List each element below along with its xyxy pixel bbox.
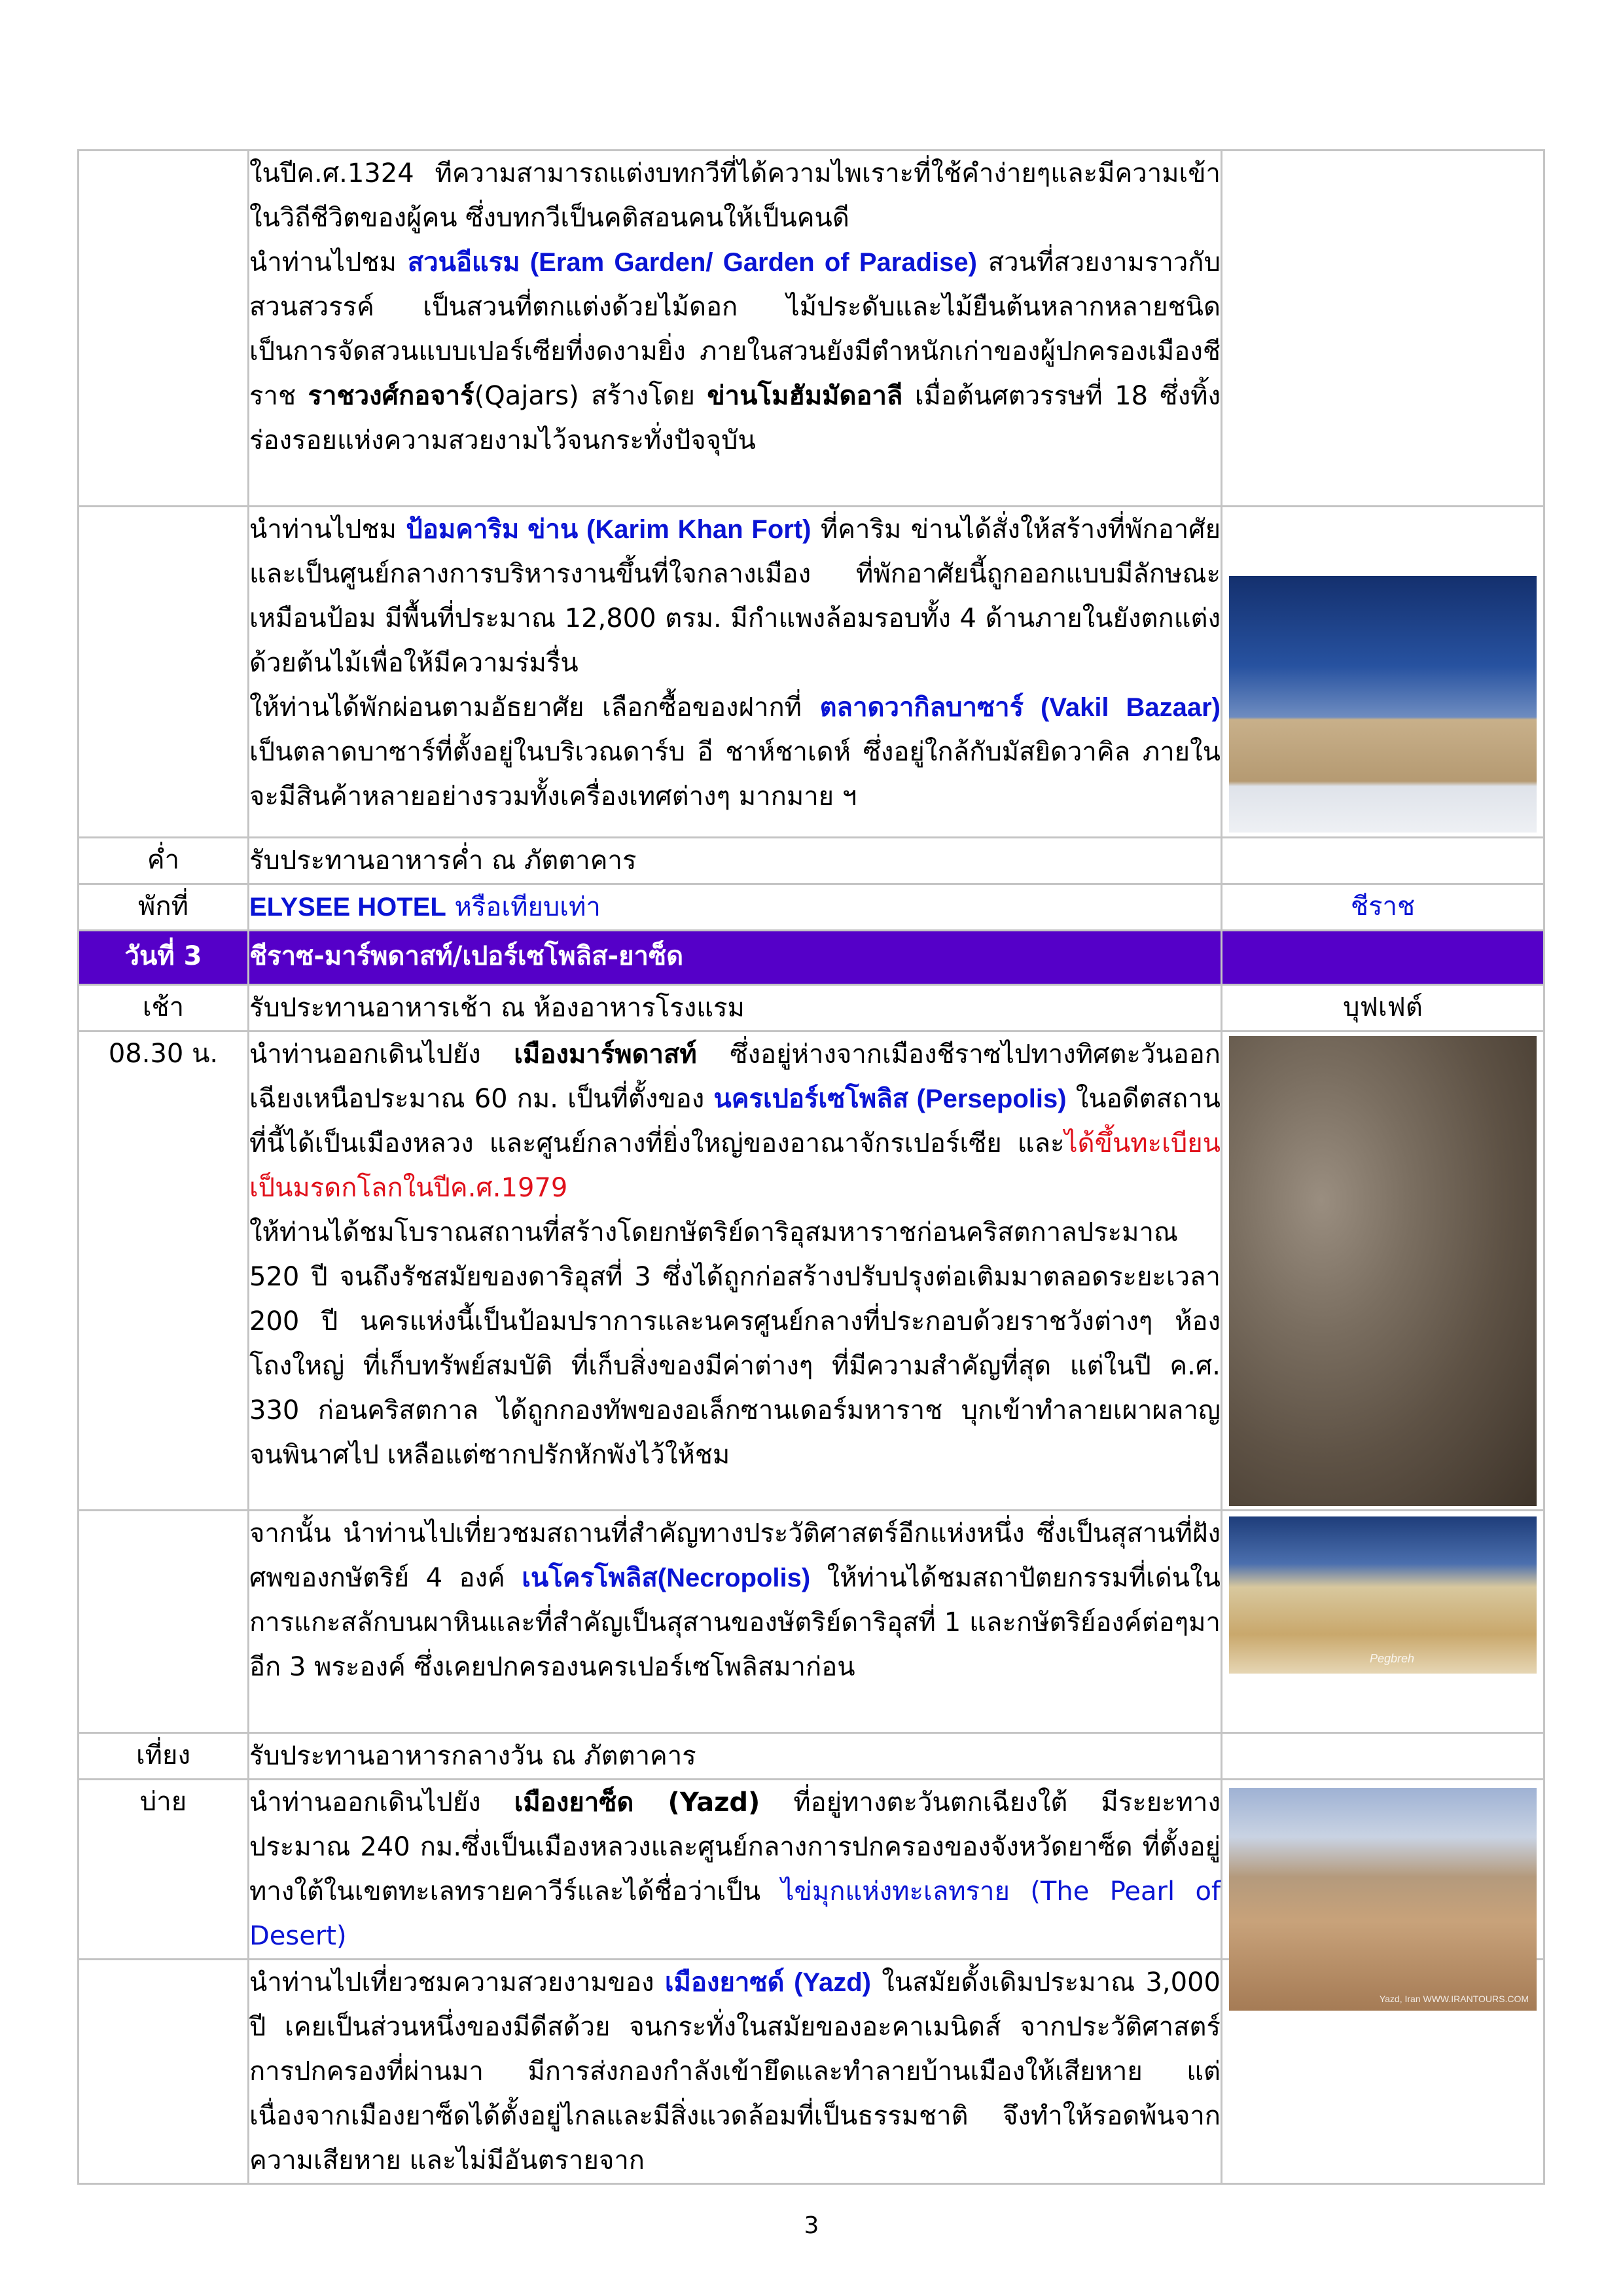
time-cell: บ่าย xyxy=(79,1780,249,1960)
image-cell xyxy=(1222,1780,1544,2004)
description-cell xyxy=(249,1031,1222,1511)
time-cell: พักที่ xyxy=(79,884,249,931)
text-segment: ที่คาริม ข่านได้สั่งให้สร้างที่พักอาศัย และเป็นศูนย์กลางการบริหารงานขึ้นที่ใจกลางเมือง ที่พักอาศัยนี้ถูกออกแบบมีลักษณะเหมือนป้อม มีพื้นที่ประมาณ 12,800 ตรม. มีกำแพงล้อมรอบทั้ง 4 ด้านภายในยังตกแต่งด้วยต้นไม้เพื่อให้มีความร่มรื่น xyxy=(249,514,1221,678)
page-number: 3 xyxy=(804,2212,819,2239)
paragraph xyxy=(249,685,1221,819)
place-name-karim-khan-fort: ป้อมคาริม ข่าน (Karim Khan Fort) xyxy=(406,515,812,544)
day-header-row xyxy=(79,931,1544,985)
person-name: ข่านโมฮัมมัดอาลี xyxy=(707,381,903,411)
world-heritage-note: ได้ขึ้นทะเบียนเป็นมรดกโลกในปีค.ศ.1979 xyxy=(249,1128,1221,1203)
time-cell: เช้า xyxy=(79,985,249,1031)
text-segment: ในสมัยดั้งเดิมประมาณ 3,000 ปี เคยเป็นส่วนหนึ่งของมีดีสด้วย จนกระทั่งในสมัยของอะคาเมนิดส์ จากประวัติศาสตร์การปกครองที่ผ่านมา มีการส่งกองกำลังเข้ายึดและทำลายบ้านเมืองให้เสียหาย แต่เนื่องจากเมืองยาซ็ดได้ตั้งอยู่ไกลและมีสิ่งแวดล้อมที่เป็นธรรมชาติ จึงทำให้รอดพ้นจากความเสียหาย และไม่มีอันตรายจาก xyxy=(249,1967,1221,2176)
place-name-eram-garden: สวนอีแรม (Eram Garden/ Garden of Paradise) xyxy=(407,248,977,277)
time-cell xyxy=(79,507,249,838)
text-segment: ให้ท่านได้ชมสถาปัตยกรรมที่เด่นในการแกะสลักบนผาหินและที่สำคัญเป็นสุสานของษัตริย์ดาริอุสที่ 1 และกษัตริย์องค์ต่อๆมาอีก 3 พระองค์ ซึ่งเคยปกครองนครเปอร์เซโพลิสมาก่อน xyxy=(249,1563,1221,1682)
day-label: วันที่ 3 xyxy=(79,931,249,985)
text-segment: นำท่านไปเที่ยวชมความสวยงามของ xyxy=(249,1967,665,1998)
description-cell: รับประทานอาหารค่ำ ณ ภัตตาคาร xyxy=(249,838,1222,884)
text-segment: ที่อยู่ทางตะวันตกเฉียงใต้ มีระยะทางประมาณ 240 กม.ซึ่งเป็นเมืองหลวงและศูนย์กลางการปกครองของจังหวัดยาซ็ด ที่ตั้งอยู่ทางใต้ในเขตทะเลทรายคาวีร์และได้ชื่อว่าเป็น xyxy=(249,1787,1221,1907)
note-cell xyxy=(1222,151,1544,507)
hotel-suffix: หรือเทียบเท่า xyxy=(446,892,601,922)
itinerary-row xyxy=(79,1031,1544,1511)
photo-watermark: Pegbreh xyxy=(1370,1652,1415,1665)
description-cell xyxy=(249,507,1222,838)
image-cell xyxy=(1222,1031,1544,1511)
text-segment: สวนที่สวยงามราวกับสวนสวรรค์ เป็นสวนที่ตกแต่งด้วยไม้ดอก ไม้ประดับและไม้ยืนต้นหลากหลายชนิด เป็นการจัดสวนแบบเปอร์เซียที่งดงามยิ่ง ภายในสวนยังมีตำหนักเก่าของผู้ปกครองเมืองชีราช xyxy=(249,247,1221,411)
text-segment: นำท่านออกเดินไปยัง xyxy=(249,1039,514,1069)
time-cell xyxy=(79,1960,249,2184)
itinerary-row xyxy=(79,151,1544,507)
text-segment: (Qajars) สร้างโดย xyxy=(474,381,707,411)
text-segment: นำท่านไปชม xyxy=(249,247,408,278)
text-segment: ซึ่งอยู่ห่างจากเมืองชีราซไปทางทิศตะวันออกเฉียงเหนือประมาณ 60 กม. เป็นที่ตั้งของ xyxy=(249,1039,1221,1114)
description-cell xyxy=(249,1960,1222,2184)
day-route: ชีราซ-มาร์พดาสท์/เปอร์เซโพลิส-ยาซ็ด xyxy=(249,931,1222,985)
place-name-vakil-bazaar: ตลาดวากิลบาซาร์ (Vakil Bazaar) xyxy=(819,693,1221,722)
text-segment: ในปีค.ศ.1324 ทีความสามารถแต่งบทกวีที่ได้ความไพเราะที่ใช้คำง่ายๆและมีความเข้าในวิถีชีวิตของผู้คน ซึ่งบทกวีเป็นคติสอนคนให้เป็นคนดี xyxy=(249,158,1221,233)
image-cell xyxy=(1222,507,1544,838)
time-cell xyxy=(79,1511,249,1733)
itinerary-row xyxy=(79,884,1544,931)
time-cell: 08.30 น. xyxy=(79,1031,249,1511)
karim-khan-fort-photo xyxy=(1229,576,1537,833)
itinerary-row xyxy=(79,985,1544,1031)
paragraph xyxy=(249,1511,1221,1689)
hotel-cell xyxy=(249,884,1222,931)
description-cell: รับประทานอาหารเช้า ณ ห้องอาหารโรงแรม xyxy=(249,985,1222,1031)
note-cell xyxy=(1222,838,1544,884)
paragraph xyxy=(249,240,1221,463)
necropolis-ruins-photo xyxy=(1229,1516,1537,1674)
dynasty-name: ราชวงศ์กอจาร์ xyxy=(308,381,474,411)
text-segment: จากนั้น นำท่านไปเที่ยวชมสถานที่สำคัญทางประวัติศาสตร์อีกแห่งหนึ่ง ซึ่งเป็นสุสานที่ฝังศพของกษัตริย์ 4 องค์ xyxy=(249,1518,1221,1593)
time-cell: เที่ยง xyxy=(79,1733,249,1780)
time-cell: ค่ำ xyxy=(79,838,249,884)
city-name-yazd: เมืองยาซ็ด (Yazd) xyxy=(514,1787,760,1818)
meal-type-cell: บุฟเฟต์ xyxy=(1222,985,1544,1031)
description-cell: รับประทานอาหารกลางวัน ณ ภัตตาคาร xyxy=(249,1733,1222,1780)
hotel-name: ELYSEE HOTEL xyxy=(249,893,446,922)
place-name-necropolis: เนโครโพลิส(Necropolis) xyxy=(522,1564,811,1592)
text-segment: นำท่านไปชม xyxy=(249,514,406,545)
paragraph xyxy=(249,1960,1221,2183)
description-cell xyxy=(249,151,1222,507)
city-name-marvdasht: เมืองมาร์พดาสท์ xyxy=(514,1039,697,1069)
image-cell xyxy=(1222,1511,1544,1733)
city-cell: ชีราช xyxy=(1222,884,1544,931)
itinerary-row xyxy=(79,1780,1544,1960)
paragraph xyxy=(249,1032,1221,1210)
place-name-yazd: เมืองยาซด์ (Yazd) xyxy=(664,1968,871,1997)
text-segment: เมื่อต้นศตวรรษที่ 18 ซึ่งทิ้งร่องรอยแห่งความสวยงามไว้จนกระทั่งปัจจุบัน xyxy=(249,381,1221,456)
photo-watermark: Yazd, Iran WWW.IRANTOURS.COM xyxy=(1379,1994,1529,2004)
description-cell xyxy=(249,1780,1222,1960)
itinerary-row xyxy=(79,1733,1544,1780)
itinerary-row xyxy=(79,1511,1544,1733)
place-name-persepolis: นครเปอร์เซโพลิส (Persepolis) xyxy=(713,1085,1067,1113)
itinerary-row xyxy=(79,838,1544,884)
note-cell xyxy=(1222,931,1544,985)
paragraph xyxy=(249,151,1221,240)
persepolis-relief-photo xyxy=(1229,1036,1537,1506)
itinerary-table xyxy=(77,149,1545,2185)
text-segment: เป็นตลาดบาซาร์ที่ตั้งอยู่ในบริเวณดาร์บ อี ชาห์ชาเดห์ ซึ่งอยู่ใกล้กับมัสยิดวาคิล ภายในจะมีสินค้าหลายอย่างรวมทั้งเครื่องเทศต่างๆ มากมาย ฯ xyxy=(249,737,1221,812)
paragraph xyxy=(249,507,1221,685)
paragraph xyxy=(249,1210,1221,1477)
paragraph xyxy=(249,1780,1221,1958)
pearl-of-desert-note: ไข่มุกแห่งทะเลทราย (The Pearl of Desert) xyxy=(249,1876,1221,1951)
time-cell xyxy=(79,151,249,507)
text-segment: ให้ท่านได้พักผ่อนตามอัธยาศัย เลือกซื้อของฝากที่ xyxy=(249,692,820,723)
itinerary-row xyxy=(79,507,1544,838)
text-segment: ในอดีตสถานที่นี้ได้เป็นเมืองหลวง และศูนย์กลางที่ยิ่งใหญ่ของอาณาจักรเปอร์เซีย และ xyxy=(249,1084,1221,1158)
note-cell xyxy=(1222,1733,1544,1780)
description-cell xyxy=(249,1511,1222,1733)
text-segment: นำท่านออกเดินไปยัง xyxy=(249,1787,514,1818)
yazd-city-photo xyxy=(1229,1788,1537,2011)
text-segment: ให้ท่านได้ชมโบราณสถานที่สร้างโดยกษัตริย์ดาริอุสมหาราชก่อนคริสตกาลประมาณ 520 ปี จนถึงรัชสมัยของดาริอุสที่ 3 ซึ่งได้ถูกก่อสร้างปรับปรุงต่อเติมมาตลอดระยะเวลา 200 ปี นครแห่งนี้เป็นป้อมปราการและนครศูนย์กลางที่ประกอบด้วยราชวังต่างๆ ห้องโถงใหญ่ ที่เก็บทรัพย์สมบัติ ที่เก็บสิ่งของมีค่าต่างๆ ที่มีความสำคัญที่สุด แต่ในปี ค.ศ. 330 ก่อนคริสตกาล ได้ถูกกองทัพของอเล็กซานเดอร์มหาราช บุกเข้าทำลายเผาผลาญจนพินาศไป เหลือแต่ซากปรักหักพังไว้ให้ชม xyxy=(249,1217,1221,1470)
